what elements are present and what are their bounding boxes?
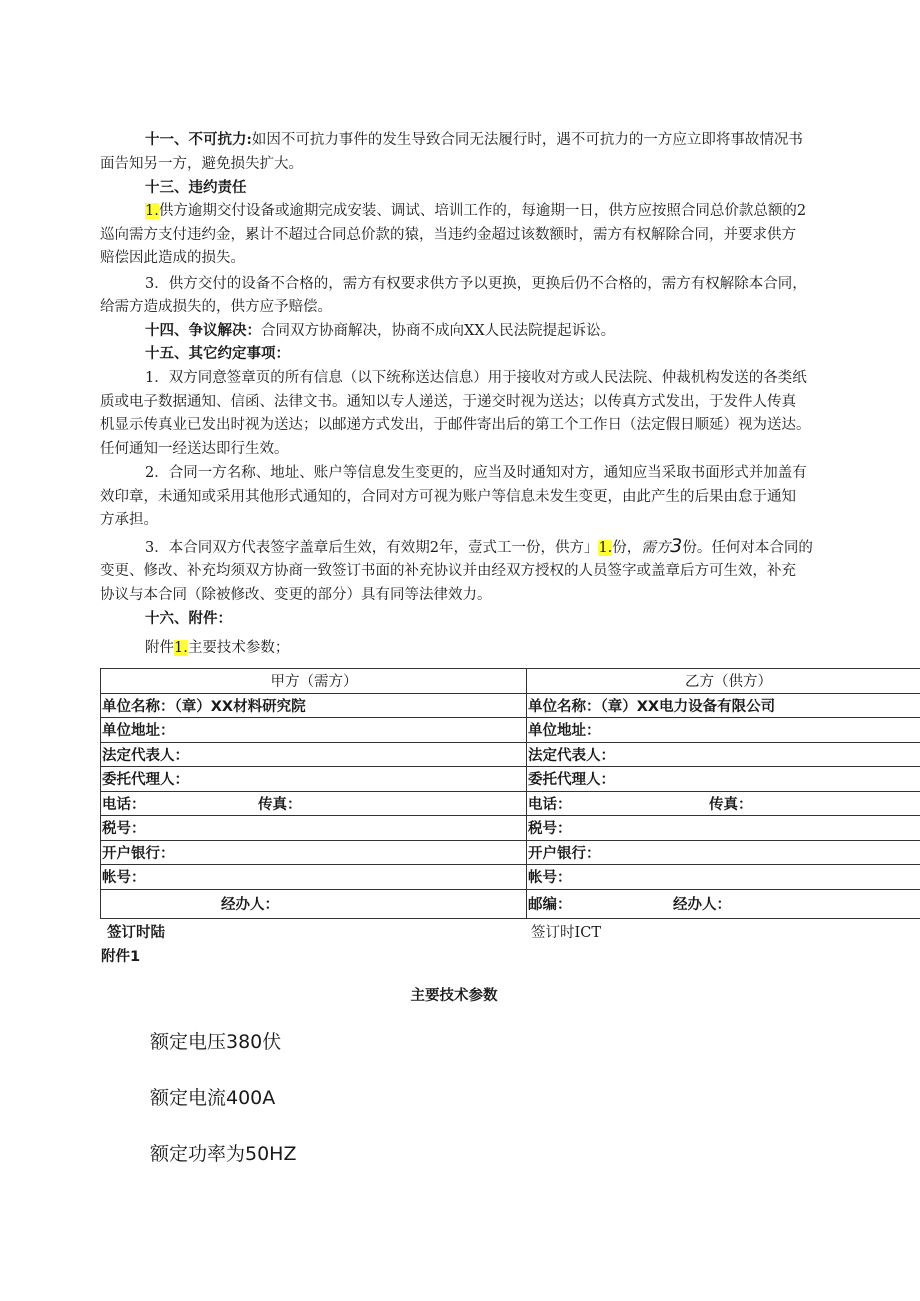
param-rated-frequency: 额定功率为50HZ xyxy=(150,1143,297,1165)
clause-15-1-line-3: 机显示传真业已发出时视为送达；以邮递方式发出，于邮件寄出后的第工个工作日（法定假日顺延）视为送达。 xyxy=(100,417,811,433)
clause-15-3-line-1: 3．本合同双方代表签字盖章后生效，有效期2年，壹式工一份，供方」1.份，需方3份。任何对本合同的 xyxy=(145,535,813,557)
param-rated-current: 额定电流400A xyxy=(150,1087,276,1109)
highlight-number: 1. xyxy=(145,203,159,219)
clause-15-2-line-2: 效印章，未通知或采用其他形式通知的，合同对方可视为账户等信息未发生变更，由此产生的后果由怠于通知 xyxy=(100,489,796,505)
clause-15-3-line-2: 变更、修改、补充均须双方协商一致签订书面的补充协议并由经双方授权的人员签字或盖章后方可生效，补充 xyxy=(100,563,796,579)
clause-15-2-line-3: 方承担。 xyxy=(100,512,158,528)
clause-11-text: 如因不可抗力事件的发生导致合同无法履行时，遇不可抗力的一方应立即将事故情况书 xyxy=(251,132,803,148)
clause-16-attachment: 附件1.主要技术参数； xyxy=(145,640,290,656)
party-a-signing-time: 签订时陆 xyxy=(107,925,165,941)
party-a-header: 甲方（需方） xyxy=(101,669,527,694)
clause-13-3-line-1: 3．供方交付的设备不合格的，需方有权要求供方予以更换，更换后仍不合格的，需方有权解除本合同， xyxy=(145,276,807,292)
clause-15-1-line-2: 质或电子数据通知、信函、法律文书。通知以专人递送，于递交时视为送达；以传真方式发出，于发件人传真 xyxy=(100,394,796,410)
clause-13-heading: 十三、违约责任 xyxy=(145,180,247,196)
clause-13-1-line-3: 赔偿因此造成的损失。 xyxy=(100,250,245,266)
party-a-handler: 经办人： xyxy=(101,889,527,918)
clause-15-3-line-3: 协议与本合同（除被修改、变更的部分）具有同等法律效力。 xyxy=(100,587,492,603)
clause-13-3-line-2: 给需方造成损失的，供方应予赔偿。 xyxy=(100,299,332,315)
clause-14-heading: 十四、争议解决： xyxy=(145,323,261,339)
party-b-tax-no: 税号： xyxy=(527,816,920,841)
appendix-label: 附件1 xyxy=(101,949,141,965)
party-a-address: 单位地址： xyxy=(101,718,527,743)
party-a-account: 帐号： xyxy=(101,865,527,890)
signature-table xyxy=(100,668,920,919)
clause-15-heading: 十五、其它约定事项： xyxy=(145,346,290,362)
clause-11-line-2: 面告知另一方，避免损失扩大。 xyxy=(100,156,303,172)
party-b-agent: 委托代理人： xyxy=(527,767,920,792)
clause-11-line-1: 十一、不可抗力:如因不可抗力事件的发生导致合同无法履行时，遇不可抗力的一方应立即将事故情况书 xyxy=(145,131,803,148)
clause-15-1-line-1: 1．双方同意签章页的所有信息（以下统称送达信息）用于接收对方或人民法院、仲裁机构发送的各类纸 xyxy=(145,370,807,386)
party-b-account: 帐号： xyxy=(527,865,920,890)
party-b-bank: 开户银行： xyxy=(527,840,920,865)
clause-15-1-line-4: 任何通知一经送达即行生效。 xyxy=(100,441,289,457)
party-a-legal-rep: 法定代表人： xyxy=(101,742,527,767)
party-a-agent: 委托代理人： xyxy=(101,767,527,792)
party-a-name: 单位名称：（章）XX材料研究院 xyxy=(101,693,527,718)
appendix-title: 主要技术参数 xyxy=(410,988,498,1004)
party-b-name: 单位名称：（章）XX电力设备有限公司 xyxy=(527,693,920,718)
party-b-header: 乙方（供方） xyxy=(527,669,920,694)
clause-14-line: 十四、争议解决：合同双方协商解决，协商不成向XX人民法院提起诉讼。 xyxy=(145,323,616,339)
param-rated-voltage: 额定电压380伏 xyxy=(150,1031,282,1053)
clause-16-heading: 十六、附件： xyxy=(145,611,232,627)
party-b-address: 单位地址： xyxy=(527,718,920,743)
clause-13-1-line-1: 1.供方逾期交付设备或逾期完成安装、调试、培训工作的，每逾期一日，供方应按照合同总价款总额的2 xyxy=(145,203,807,219)
party-a-phone-fax: 电话： 传真： xyxy=(101,791,527,816)
party-a-tax-no: 税号： xyxy=(101,816,527,841)
party-b-signing-time: 签订时ICT xyxy=(531,925,601,941)
highlight-number: 1. xyxy=(174,640,188,656)
party-b-postcode-handler: 邮编： 经办人： xyxy=(527,889,920,918)
party-a-bank: 开户银行： xyxy=(101,840,527,865)
clause-11-heading: 十一、不可抗力 xyxy=(145,132,247,148)
clause-13-1-line-2: 巡向需方支付违约金，累计不超过合同总价款的猿，当违约金超过该数额时，需方有权解除合同，并要求供方 xyxy=(100,227,796,243)
highlight-number: 1. xyxy=(598,540,613,556)
party-b-phone-fax: 电话： 传真： xyxy=(527,791,920,816)
clause-15-2-line-1: 2．合同一方名称、地址、账户等信息发生变更的，应当及时通知对方，通知应当采取书面形式并加盖有 xyxy=(145,465,807,481)
party-b-legal-rep: 法定代表人： xyxy=(527,742,920,767)
